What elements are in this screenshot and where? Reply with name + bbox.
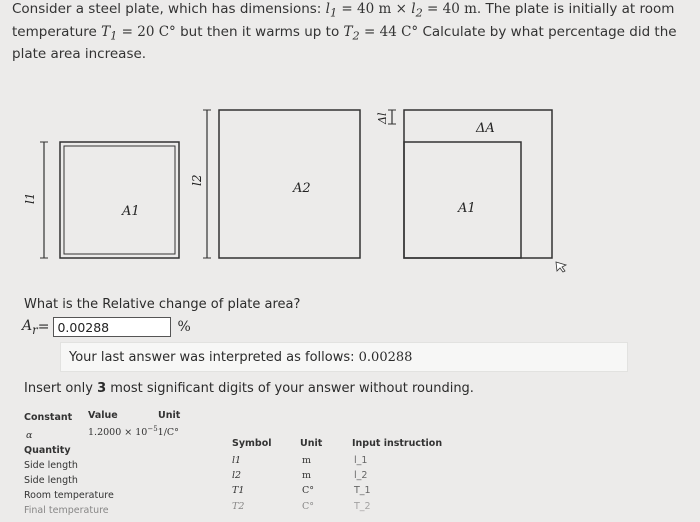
square-a1-outer — [60, 142, 179, 258]
constants-header-unit: Unit — [158, 410, 181, 421]
constants-header-value: Value — [88, 410, 118, 421]
l2-value: 40 m — [442, 1, 477, 17]
quantity-row-3-name: Room temperature — [24, 490, 114, 501]
t2-value: 44 C° — [379, 23, 419, 40]
answer-input[interactable] — [53, 317, 171, 337]
label-a1-right: A1 — [458, 201, 476, 216]
instruction-text: Insert only 3 most significant digits of your answer without rounding. — [24, 381, 474, 396]
problem-line-3: plate area increase. — [12, 46, 147, 63]
quantity-row-4-symbol: T2 — [232, 501, 245, 512]
quantity-row-1-unit: m — [302, 455, 312, 466]
quantity-row-1-symbol: l1 — [232, 455, 242, 466]
label-l1: l1 — [23, 192, 37, 204]
square-a1-inner — [64, 146, 175, 254]
l2-symbol: $l_2$ — [411, 1, 423, 20]
feedback-box: Your last answer was interpreted as follows: 0.00288 — [60, 342, 628, 372]
quantity-row-2-instr: l_2 — [354, 470, 368, 481]
quantity-row-4-instr: T_2 — [354, 501, 371, 512]
problem-line-1: Consider a steel plate, which has dimensions: $l_1 = 40$ $m \times l_2 = 40$ m. The plate is initially at room — [12, 1, 675, 20]
quantity-row-2-name: Side length — [24, 475, 78, 486]
constants-header-constant: Constant — [24, 412, 73, 423]
alpha-value: $1.2000 \times 10^{-5}1/C^\circ$ — [88, 425, 179, 439]
quantity-row-2-symbol: l2 — [232, 470, 242, 481]
t2-symbol: $T_2$ — [343, 23, 360, 43]
quantity-header-symbol: Symbol — [232, 438, 272, 449]
quantity-header-instruction: Input instruction — [352, 438, 443, 449]
quantity-row-4-name: Final temperature — [24, 505, 109, 516]
label-l2: l2 — [190, 174, 204, 186]
quantity-row-4-unit: C° — [302, 501, 315, 512]
l1-symbol: $l_1$ — [325, 1, 338, 20]
square-a2 — [219, 110, 360, 258]
unit-percent: % — [177, 319, 191, 335]
t1-symbol: $T_1$ — [101, 23, 118, 43]
quantity-row-1-name: Side length — [24, 460, 78, 471]
label-a1-left: A1 — [122, 204, 140, 219]
cursor-icon — [556, 262, 566, 272]
quantity-header-unit: Unit — [300, 438, 323, 449]
quantity-row-3-unit: C° — [302, 485, 315, 496]
label-a2: A2 — [293, 181, 311, 196]
l1-value: 40 m — [357, 1, 392, 17]
quantity-row-3-instr: T_1 — [354, 485, 371, 496]
label-delta-a: ΔA — [476, 121, 495, 136]
answer-row: $A_r$ = 0.00288 % — [22, 317, 191, 337]
t1-value: 20 C° — [137, 23, 176, 40]
quantity-header-quantity: Quantity — [24, 445, 71, 456]
problem-line-2: temperature $T_1 = 20$ C° but then it warms up to $T_2 = 44$ C° Calculate by what percentage did the — [12, 23, 677, 43]
label-delta-l: Δl — [376, 112, 389, 124]
ar-symbol: $A_r$ — [22, 317, 38, 337]
question-text: What is the Relative change of plate area? — [24, 297, 301, 312]
feedback-value: 0.00288 — [358, 350, 413, 365]
quantity-row-1-instr: l_1 — [354, 455, 368, 466]
square-a1-original — [404, 142, 521, 258]
quantity-row-2-unit: m — [302, 470, 312, 481]
alpha-symbol: α — [26, 430, 33, 441]
quantity-row-3-symbol: T1 — [232, 485, 245, 496]
